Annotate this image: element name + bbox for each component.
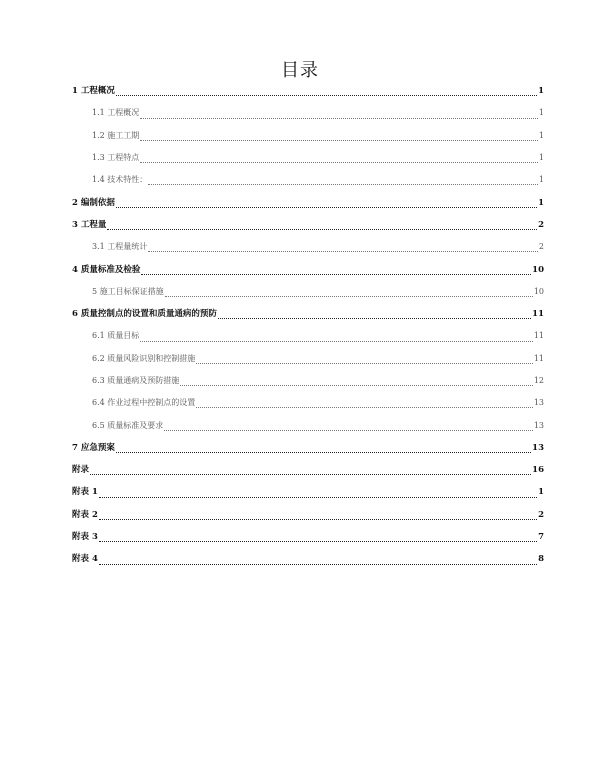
toc-dot-leader [165,296,533,297]
toc-dot-leader [99,541,537,542]
toc-entry-text: 6.3 质量通病及预防措施 [92,376,180,385]
toc-dot-leader [140,162,538,163]
toc-entry-6-3[interactable] [72,370,544,392]
toc-dot-leader [140,118,538,119]
toc-dot-leader [180,385,533,386]
toc-entry-text: 3.1 工程量统计 [92,242,148,252]
toc-entry-7-emergency-plan[interactable] [72,437,544,459]
toc-dot-leader [116,207,537,208]
toc-entry-text: 6.2 质量风险识别和控制措施 [92,353,196,363]
toc-page-number: 1 [538,197,544,208]
toc-page-number: 13 [533,420,544,430]
toc-entry-6-5[interactable] [72,414,544,436]
toc-dot-leader [196,407,533,408]
toc-page-number: 11 [533,331,544,341]
toc-dot-leader [140,140,538,141]
toc-entry-1-3[interactable] [72,147,544,169]
toc-entry-text: 附表 2 [72,509,98,520]
toc-entry-2-basis[interactable] [72,191,544,213]
toc-entry-1-2[interactable] [72,125,544,147]
toc-page-number: 10 [532,264,544,275]
toc-entry-text: 附表 3 [72,532,98,543]
toc-entry-text: 1.2 施工工期 [92,130,140,140]
toc-entry-schedule-4[interactable] [72,548,544,570]
toc-entry-5-construction-goals[interactable] [72,281,544,303]
toc-dot-leader [148,184,538,185]
toc-page-number: 16 [532,465,544,476]
toc-entry-text: 5 施工目标保证措施 [92,286,164,296]
toc-entry-text: 2 编制依据 [72,197,115,208]
toc-dot-leader [90,474,531,475]
toc-title: 目录 [281,60,319,81]
toc-entry-appendix[interactable] [72,459,544,481]
toc-page-number: 1 [538,153,544,163]
toc-page-number: 13 [533,398,544,408]
toc-entry-schedule-1[interactable] [72,481,544,503]
toc-entry-text: 附录 [72,465,90,476]
toc-entry-text: 7 应急预案 [72,442,115,453]
toc-page-number: 2 [538,219,544,230]
toc-page-number: 1 [538,130,544,140]
toc-entry-schedule-3[interactable] [72,526,544,548]
toc-dot-leader [99,519,537,520]
toc-page-number: 1 [538,108,544,118]
toc-entry-text: 1.1 工程概况 [92,108,140,118]
toc-entry-1-4[interactable] [72,169,544,191]
toc-entry-3-1[interactable] [72,236,544,258]
toc-entry-1-project-overview[interactable] [72,80,544,102]
toc-dot-leader [164,430,533,431]
toc-entry-text: 附表 1 [72,487,98,498]
toc-entry-6-2[interactable] [72,348,544,370]
toc-entry-6-1[interactable] [72,325,544,347]
toc-page-number: 12 [533,376,544,385]
toc-page-number: 2 [538,509,544,520]
toc-entry-text: 1 工程概况 [72,86,115,97]
toc-entry-text: 6 质量控制点的设置和质量通病的预防 [72,309,217,320]
toc-entry-text: 6.5 质量标准及要求 [92,420,164,430]
toc-page-number: 13 [532,442,544,453]
toc-entry-text: 4 质量标准及检验 [72,264,141,275]
toc-page-number: 1 [538,487,544,498]
toc-dot-leader [140,341,533,342]
toc-page-number: 2 [538,242,544,252]
toc-entry-4-quality-standards[interactable] [72,258,544,280]
toc-dot-leader [116,452,531,453]
toc-page-number: 11 [532,309,544,320]
toc-entry-text: 附表 4 [72,554,98,565]
toc-dot-leader [141,274,531,275]
toc-dot-leader [107,229,537,230]
toc-entry-schedule-2[interactable] [72,504,544,526]
toc-dot-leader [148,251,538,252]
toc-entry-text: 1.4 技术特性： [92,175,148,185]
toc-entry-text: 6.4 作业过程中控制点的设置 [92,398,196,408]
toc-page-number: 7 [538,532,544,543]
toc-entry-3-quantities[interactable] [72,214,544,236]
toc-entry-text: 3 工程量 [72,219,107,230]
toc-dot-leader [116,95,537,96]
toc-page-number: 1 [538,86,544,97]
toc-page-number: 8 [538,554,544,565]
toc-dot-leader [196,363,533,364]
toc-list [72,80,544,571]
toc-page-number: 1 [538,175,544,185]
toc-dot-leader [99,497,537,498]
toc-page-number: 10 [533,286,544,296]
toc-entry-text: 6.1 质量目标 [92,331,140,341]
toc-entry-text: 1.3 工程特点 [92,153,140,163]
toc-dot-leader [218,318,531,319]
toc-entry-6-quality-control[interactable] [72,303,544,325]
toc-page-number: 11 [533,353,544,363]
toc-entry-6-4[interactable] [72,392,544,414]
toc-dot-leader [99,564,537,565]
toc-entry-1-1[interactable] [72,102,544,124]
